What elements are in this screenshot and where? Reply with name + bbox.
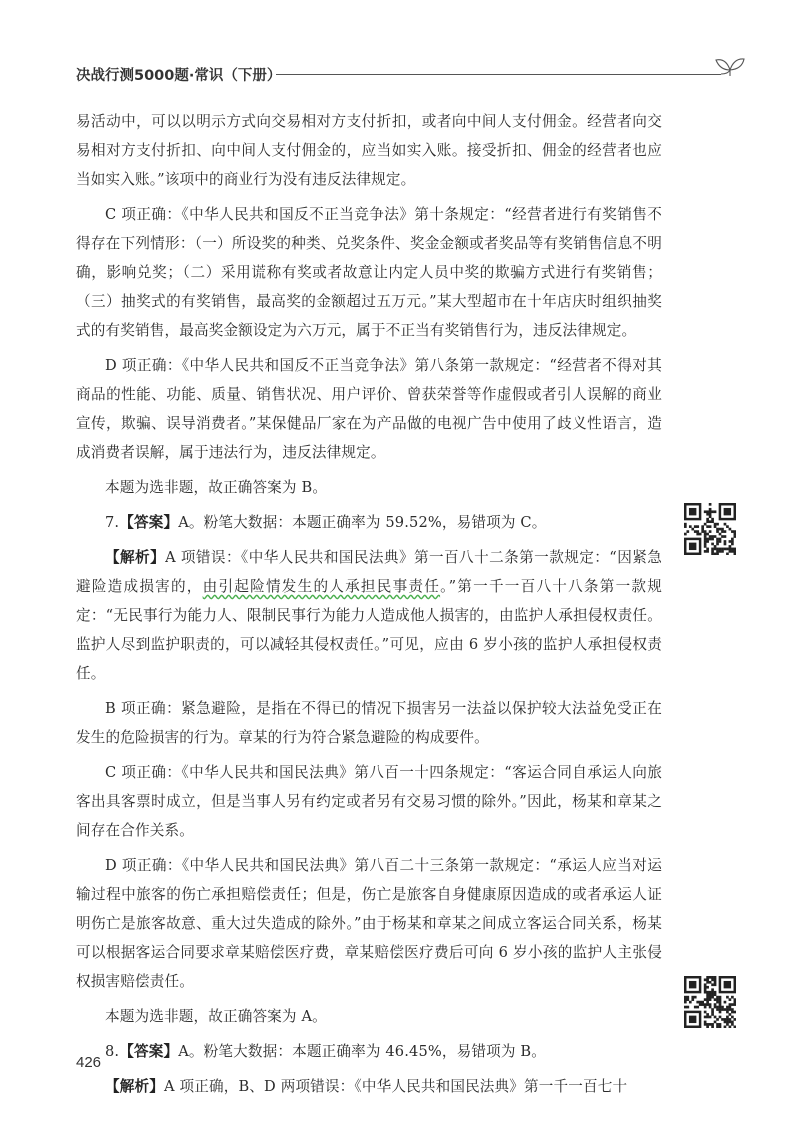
running-header	[76, 58, 748, 98]
q7-analysis-tag: 【解析】	[105, 549, 166, 566]
q7-option-c: C 项正确：《中华人民共和国民法典》第八百一十四条规定：“客运合同自承运人向旅客出具客票时成立，但是当事人另有约定或者另有交易习惯的除外。”因此，杨某和章某之间存在合作关系。	[76, 764, 662, 839]
q7-conclusion: 本题为选非题，故正确答案为 A。	[105, 1008, 327, 1025]
q7-answer-tag: 【答案】	[119, 514, 179, 531]
header-rule	[276, 74, 721, 75]
q8-answer-tag: 【答案】	[119, 1043, 179, 1060]
q7-analysis-post: 。”第一千一百八十八条第一款规定：“无民事行为能力人、限制民事行为能力人造成他人损害的，由监护人承担侵权责任。监护人尽到监护职责的，可以减轻其侵权责任。”可见，应由 6 岁小孩的监护人承担侵权责任。	[76, 578, 662, 682]
qr-code-q7[interactable]	[684, 503, 736, 555]
q8-analysis-tag: 【解析】	[105, 1078, 164, 1095]
q7-number: 7.	[105, 514, 120, 531]
q7-analysis-pre: A 项错误：《中华人民共和国民法典》第一百八十二条第一款规定：“因紧急避险造成损害的，	[76, 549, 662, 595]
q7-analysis-underlined: 由引起险情发生的人承担民事责任	[202, 578, 441, 595]
paragraph-option-d: D 项正确：《中华人民共和国反不正当竞争法》第八条第一款规定：“经营者不得对其商品的性能、功能、质量、销售状况、用户评价、曾获荣誉等作虚假或者引人误解的商业宣传，欺骗、误导消费者。”某保健品厂家在为产品做的电视广告中使用了歧义性语言，造成消费者误解，属于违法行为，违反法律规定。	[76, 357, 662, 461]
qr-code-q8[interactable]	[684, 976, 736, 1028]
page-number: 426	[76, 1054, 102, 1071]
book-title: 决战行测5000题·常识（下册）	[76, 68, 282, 84]
sprout-icon	[708, 52, 750, 86]
q7-option-d: D 项正确：《中华人民共和国民法典》第八百二十三条第一款规定：“承运人应当对运输过程中旅客的伤亡承担赔偿责任；但是，伤亡是旅客自身健康原因造成的或者承运人证明伤亡是旅客故意、重大过失造成的除外。”由于杨某和章某之间成立客运合同关系，杨某可以根据客运合同要求章某赔偿医疗费，章某赔偿医疗费后可向 6 岁小孩的监护人主张侵权损害赔偿责任。	[76, 857, 662, 990]
q8-analysis	[76, 1072, 662, 1101]
conclusion-q6: 本题为选非题，故正确答案为 B。	[105, 479, 328, 496]
q7-answer	[76, 508, 662, 537]
q8-answer-text: A。粉笔大数据：本题正确率为 46.45%，易错项为 B。	[178, 1043, 547, 1060]
q8-analysis-text: A 项正确，B、D 两项错误：《中华人民共和国民法典》第一千一百七十	[163, 1078, 628, 1095]
q8-number: 8.	[105, 1043, 120, 1060]
q7-analysis	[76, 543, 662, 688]
q7-option-b: B 项正确：紧急避险，是指在不得已的情况下损害另一法益以保护较大法益免受正在发生的危险损害的行为。章某的行为符合紧急避险的构成要件。	[76, 700, 662, 746]
paragraph-b-continued: 易活动中，可以以明示方式向交易相对方支付折扣，或者向中间人支付佣金。经营者向交易相对方支付折扣、向中间人支付佣金的，应当如实入账。接受折扣、佣金的经营者也应当如实入账。”该项中的商业行为没有违反法律规定。	[76, 113, 662, 188]
q8-answer	[76, 1037, 662, 1066]
page-body	[76, 107, 662, 1101]
paragraph-option-c: C 项正确：《中华人民共和国反不正当竞争法》第十条规定：“经营者进行有奖销售不得存在下列情形：（一）所设奖的种类、兑奖条件、奖金金额或者奖品等有奖销售信息不明确，影响兑奖；（二）采用谎称有奖或者故意让内定人员中奖的欺骗方式进行有奖销售；（三）抽奖式的有奖销售，最高奖的金额超过五万元。”某大型超市在十年店庆时组织抽奖式的有奖销售，最高奖金额设定为六万元，属于不正当有奖销售行为，违反法律规定。	[76, 206, 662, 339]
q7-answer-text: A。粉笔大数据：本题正确率为 59.52%，易错项为 C。	[178, 514, 547, 531]
